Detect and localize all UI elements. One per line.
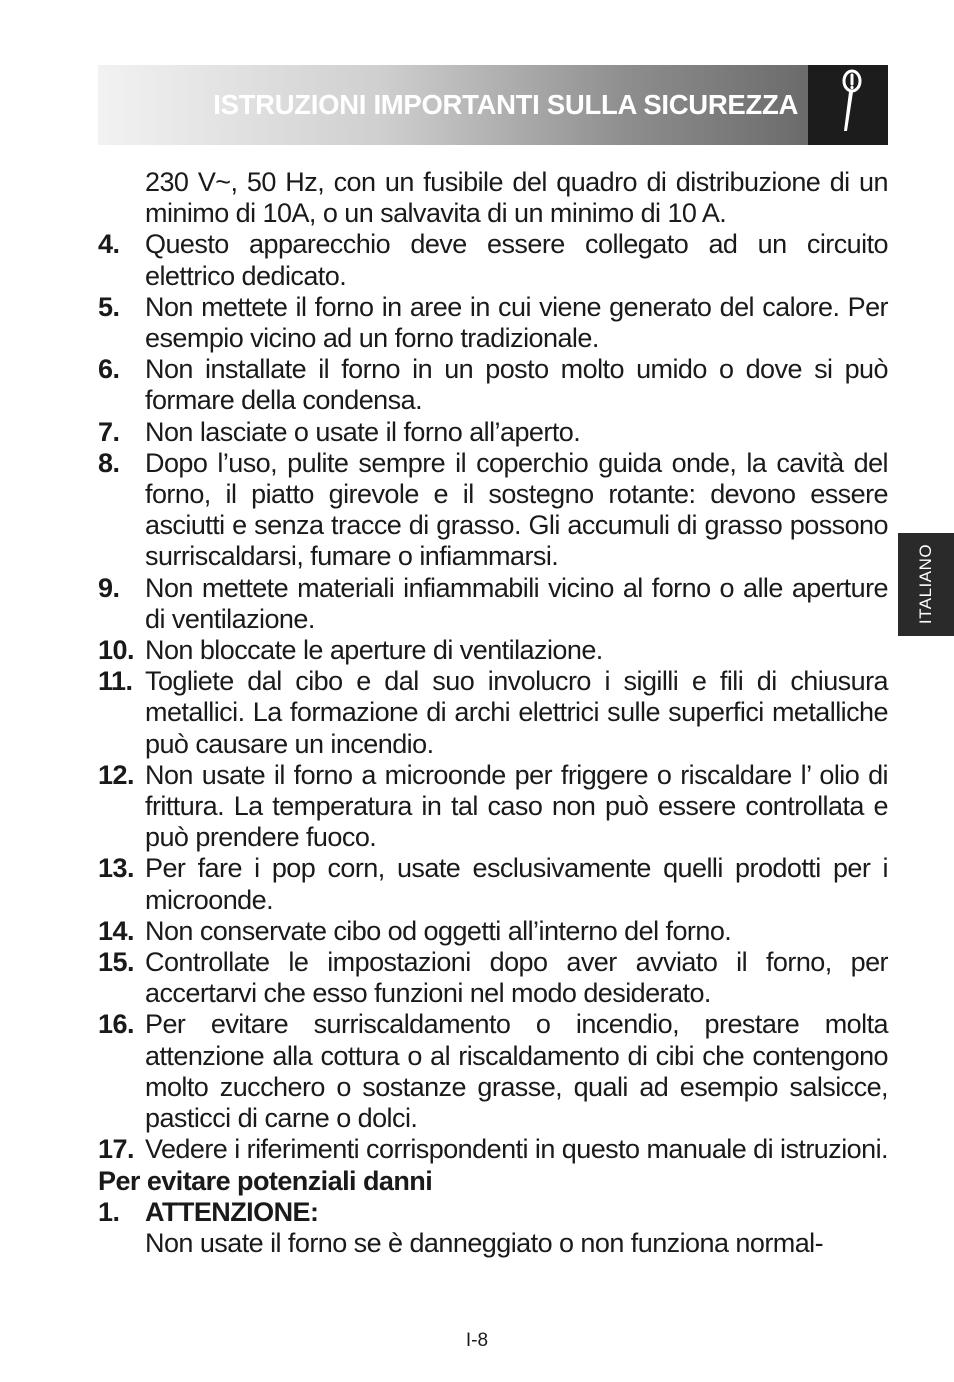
item-number: 16. xyxy=(98,1009,135,1040)
item-number: 5. xyxy=(98,291,120,322)
item-text: Per fare i pop corn, usate esclusivamente quelli prodotti per i microonde. xyxy=(145,853,888,915)
item-text: Questo apparecchio deve essere collegato ad un circuito elettrico dedicato. xyxy=(145,229,888,291)
list-item xyxy=(98,947,888,1009)
item-number: 14. xyxy=(98,915,135,946)
list-item xyxy=(98,666,888,760)
item-number: 10. xyxy=(98,635,135,666)
language-tab xyxy=(898,533,954,636)
list-item xyxy=(98,229,888,291)
item-text: Non installate il forno in un posto molto umido o dove si può formare della condensa. xyxy=(145,354,888,416)
list-item xyxy=(98,417,888,448)
item-text: Non usate il forno se è danneggiato o non funziona normal- xyxy=(145,1227,824,1258)
list-item xyxy=(98,635,888,666)
warning-exclamation-icon xyxy=(808,65,888,145)
item-text: Controllate le impostazioni dopo aver avviato il forno, per accertarvi che esso funzioni nel modo desiderato. xyxy=(145,947,888,1009)
item-number: 1. xyxy=(98,1196,120,1227)
item-number: 7. xyxy=(98,416,120,447)
item-number: 8. xyxy=(98,447,120,478)
item-text: Non mettete il forno in aree in cui viene generato del calore. Per esempio vicino ad un forno tradizionale. xyxy=(145,291,888,354)
section-heading: Per evitare potenziali danni xyxy=(98,1165,433,1196)
list-item xyxy=(98,1009,888,1134)
list-item xyxy=(98,292,888,354)
item-text: Vedere i riferimenti corrispondenti in questo manuale di istruzioni. xyxy=(145,1134,889,1165)
page-header xyxy=(98,65,888,145)
language-tab-label: ITALIANO xyxy=(916,543,935,625)
item-number: 6. xyxy=(98,354,120,385)
item-text: Non usate il forno a microonde per friggere o riscaldare l’ olio di frittura. La temperatura in tal caso non può essere controllata e può prendere fuoco. xyxy=(145,759,888,853)
item-text: Non conservate cibo od oggetti all’interno del forno. xyxy=(145,915,732,946)
list-item xyxy=(98,1197,888,1228)
item-text: Dopo l’uso, pulite sempre il coperchio guida onde, la cavità del forno, il piatto girevole e il sostegno rotante: devono essere asciutti e senza tracce di grasso. Gli accumuli di grasso possono surriscaldarsi, fumare o infiammarsi. xyxy=(145,447,888,572)
item-number: 11. xyxy=(98,666,133,697)
item-number: 9. xyxy=(98,572,120,603)
continued-paragraph: 230 V~, 50 Hz, con un fusibile del quadro di distribuzione di un minimo di 10A, o un salvavita di un minimo di 10 A. xyxy=(145,167,888,229)
header-title: ISTRUZIONI IMPORTANTI SULLA SICUREZZA xyxy=(213,89,798,120)
item-text: Per evitare surriscaldamento o incendio, prestare molta attenzione alla cottura o al riscaldamento di cibi che contengono molto zucchero o sostanze grasse, quali ad esempio salsicce, pasticci di carne o dolci. xyxy=(145,1009,888,1134)
item-text: Non lasciate o usate il forno all’aperto. xyxy=(145,416,581,447)
header-bar xyxy=(98,65,808,145)
item-number: 17. xyxy=(98,1134,135,1165)
list-item xyxy=(98,1134,888,1165)
list-item xyxy=(98,760,888,854)
safety-instructions xyxy=(98,167,888,1259)
item-text: Non mettete materiali infiammabili vicino al forno o alle aperture di ventilazione. xyxy=(145,572,888,634)
item-number: 4. xyxy=(98,229,120,260)
list-item xyxy=(98,573,888,635)
item-label: ATTENZIONE: xyxy=(145,1196,319,1227)
list-item xyxy=(98,448,888,573)
item-text: Togliete dal cibo e dal suo involucro i sigilli e fili di chiusura metallici. La formazione di archi elettrici sulle superfici metalliche può causare un incendio. xyxy=(145,666,888,759)
item-number: 15. xyxy=(98,947,135,978)
item-number: 12. xyxy=(98,759,135,790)
page-number: I-8 xyxy=(465,1330,489,1351)
item-text: Non bloccate le aperture di ventilazione. xyxy=(145,635,603,666)
list-item xyxy=(98,916,888,947)
list-item xyxy=(98,853,888,915)
item-number: 13. xyxy=(98,853,135,884)
list-item xyxy=(98,354,888,416)
